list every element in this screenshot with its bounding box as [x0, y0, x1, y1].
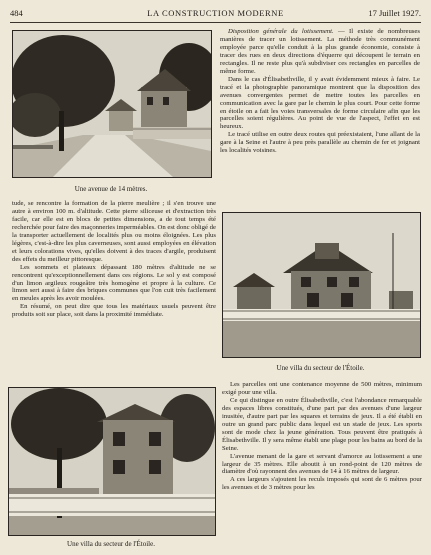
paragraph: tude, se rencontre la formation de la pierre meulière ; il s'en trouve une autre à environ 100 m. d'altitude. Cette pierre siliceuse et d'extraction très facile, car elle est en blocs de petites dimensions, a de tout temps été recherchée pour faire des maçonneries imperméables. On est donc obligé de la transporter actuellement de localités plus ou moins éloignées. Les plus légères, c'est-à-dire les plus caverneuses, sont aussi employées en élévation et leurs colorations vives, qu'elles doivent à des traces d'argile, produisent des effets du meilleur pittoresque.: [12, 200, 216, 263]
right-column-top-text: [220, 28, 420, 201]
paragraph: En résumé, on peut dire que tous les matériaux usuels peuvent être produits soit sur place, soit dans la proximité immédiate.: [12, 303, 216, 319]
page-number: 484: [10, 8, 23, 18]
avenue-photo: [12, 30, 212, 178]
avenue-caption: Une avenue de 14 mètres.: [74, 185, 148, 193]
paragraph: — Il existe de nombreuses manières de tracer un lotissement. La méthode très communément employée parce qu'elle conduit à la plus grande économie, consiste à tracer des rues en deux directions d'équerre qui découpent le terrain en rectangles. Il ne reste plus qu'à subdiviser ces rectangles en parcelles de même forme.: [220, 28, 420, 75]
right-column-bottom-text: [222, 381, 422, 553]
issue-date: 17 Juillet 1927.: [368, 8, 421, 18]
paragraph: Les parcelles ont une contenance moyenne de 500 mètres, minimum exigé pour une villa.: [222, 381, 422, 396]
villa-right-caption: Une villa du secteur de l'Étoile.: [276, 364, 365, 372]
paragraph: L'avenue menant de la gare et servant d'amorce au lotissement a une largeur de 35 mètres. Elle aboutit à un rond-point de 120 mètres de diamètre d'où rayonnent des avenues de 14 à 16 mètres de largeur.: [222, 452, 422, 476]
paragraph: Dans le cas d'Élisabethville, il y avait évidemment mieux à faire. Le tracé et la photographie panoramique montrent que la disposition des avenues convergentes permet de mettre toutes les parcelles en communication avec la gare par le chemin le plus court. Pour cette forme en étoile on a fait les voies transversales de forme circulaire afin que les parcelles soient régulières. Au point de vue de l'aspect, l'effet en est heureux.: [220, 75, 420, 131]
paragraph: Ce qui distingue en outre Élisabethville, c'est l'abondance remarquable des espaces libres constitués, d'une part par des avenues d'une largeur inusitée, d'autre part par les squares et terrains de jeux. Il a été établi en outre un grand parc public dans lequel est un stade de jeux. Les sports sont de mode chez la jeune génération. Tous peuvent être pratiqués à Élisabethville. Il y sera même établi une plage pour les bains au bord de la Seine.: [222, 396, 422, 452]
paragraph: Le tracé utilise en outre deux routes qui préexistaient, l'une allant de la gare à la Seine et l'autre à peu près parallèle au chemin de fer et joignant les localités voisines.: [220, 131, 420, 155]
page-header: [10, 8, 421, 22]
left-column-text: [12, 200, 216, 382]
paragraph: A ces largeurs s'ajoutent les reculs imposés qui sont de 6 mètres pour les avenues et de 3 mètres pour les: [222, 476, 422, 492]
villa-photo-right: [222, 212, 421, 358]
villa-bottom-caption: Une villa du secteur de l'Étoile.: [67, 540, 155, 548]
paragraph: Les sommets et plateaux dépassant 180 mètres d'altitude ne se rencontrent qu'exceptionnellement dans ces régions. Le sol y est composé d'un limon argileux rougeâtre très homogène et propre à la culture. Ce limon sert aussi à faire des briques communes que l'on cuit très facilement en meules après les avoir moulées.: [12, 263, 216, 303]
header-rule: [10, 22, 421, 23]
section-heading: Disposition générale du lotissement.: [228, 28, 334, 35]
magazine-title: LA CONSTRUCTION MODERNE: [147, 8, 284, 18]
villa-photo-bottom: [8, 387, 216, 536]
